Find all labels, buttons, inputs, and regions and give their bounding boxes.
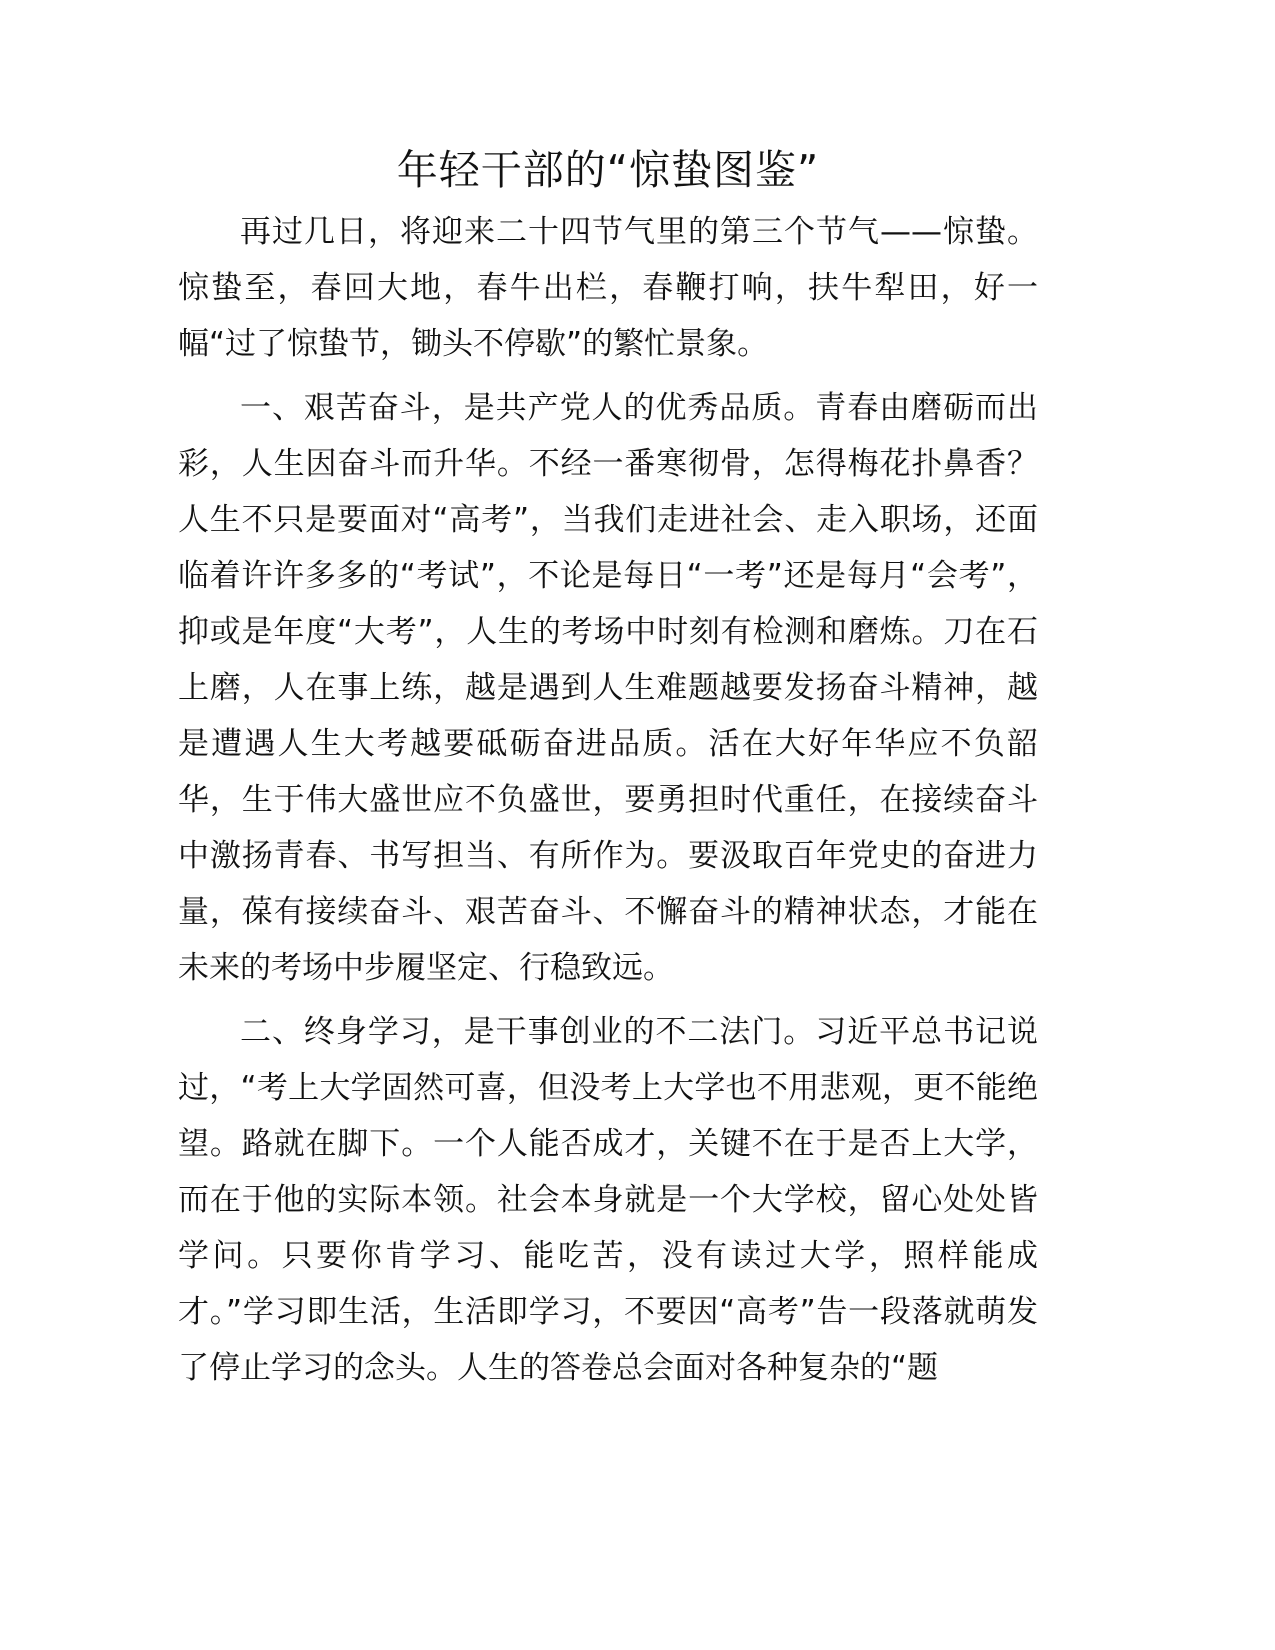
paragraph-section-1: 一、艰苦奋斗，是共产党人的优秀品质。青春由磨砺而出彩，人生因奋斗而升华。不经一番寒彻骨，怎得梅花扑鼻香？人生不只是要面对“高考”，当我们走进社会、走入职场，还面临着许许多多的“考试”，不论是每日“一考”还是每月“会考”，抑或是年度“大考”，人生的考场中时刻有检测和磨炼。刀在石上磨，人在事上练，越是遇到人生难题越要发扬奋斗精神，越是遭遇人生大考越要砥砺奋进品质。活在大好年华应不负韶华，生于伟大盛世应不负盛世，要勇担时代重任，在接续奋斗中激扬青春、书写担当、有所作为。要汲取百年党史的奋进力量，葆有接续奋斗、艰苦奋斗、不懈奋斗的精神状态，才能在未来的考场中步履坚定、行稳致远。: [178, 390, 1038, 986]
document-title: 年轻干部的“惊蛰图鉴”: [396, 146, 820, 194]
paragraph-intro: 再过几日，将迎来二十四节气里的第三个节气——惊蛰。惊蛰至，春回大地，春牛出栏，春鞭打响，扶牛犁田，好一幅“过了惊蛰节，锄头不停歇”的繁忙景象。: [178, 214, 1038, 362]
document-page: [178, 140, 1038, 1404]
paragraph-section-2: 二、终身学习，是干事创业的不二法门。习近平总书记说过，“考上大学固然可喜，但没考上大学也不用悲观，更不能绝望。路就在脚下。一个人能否成才，关键不在于是否上大学，而在于他的实际本领。社会本身就是一个大学校，留心处处皆学问。只要你肯学习、能吃苦，没有读过大学，照样能成才。”学习即生活，生活即学习，不要因“高考”告一段落就萌发了停止学习的念头。人生的答卷总会面对各种复杂的“题: [178, 1014, 1038, 1386]
